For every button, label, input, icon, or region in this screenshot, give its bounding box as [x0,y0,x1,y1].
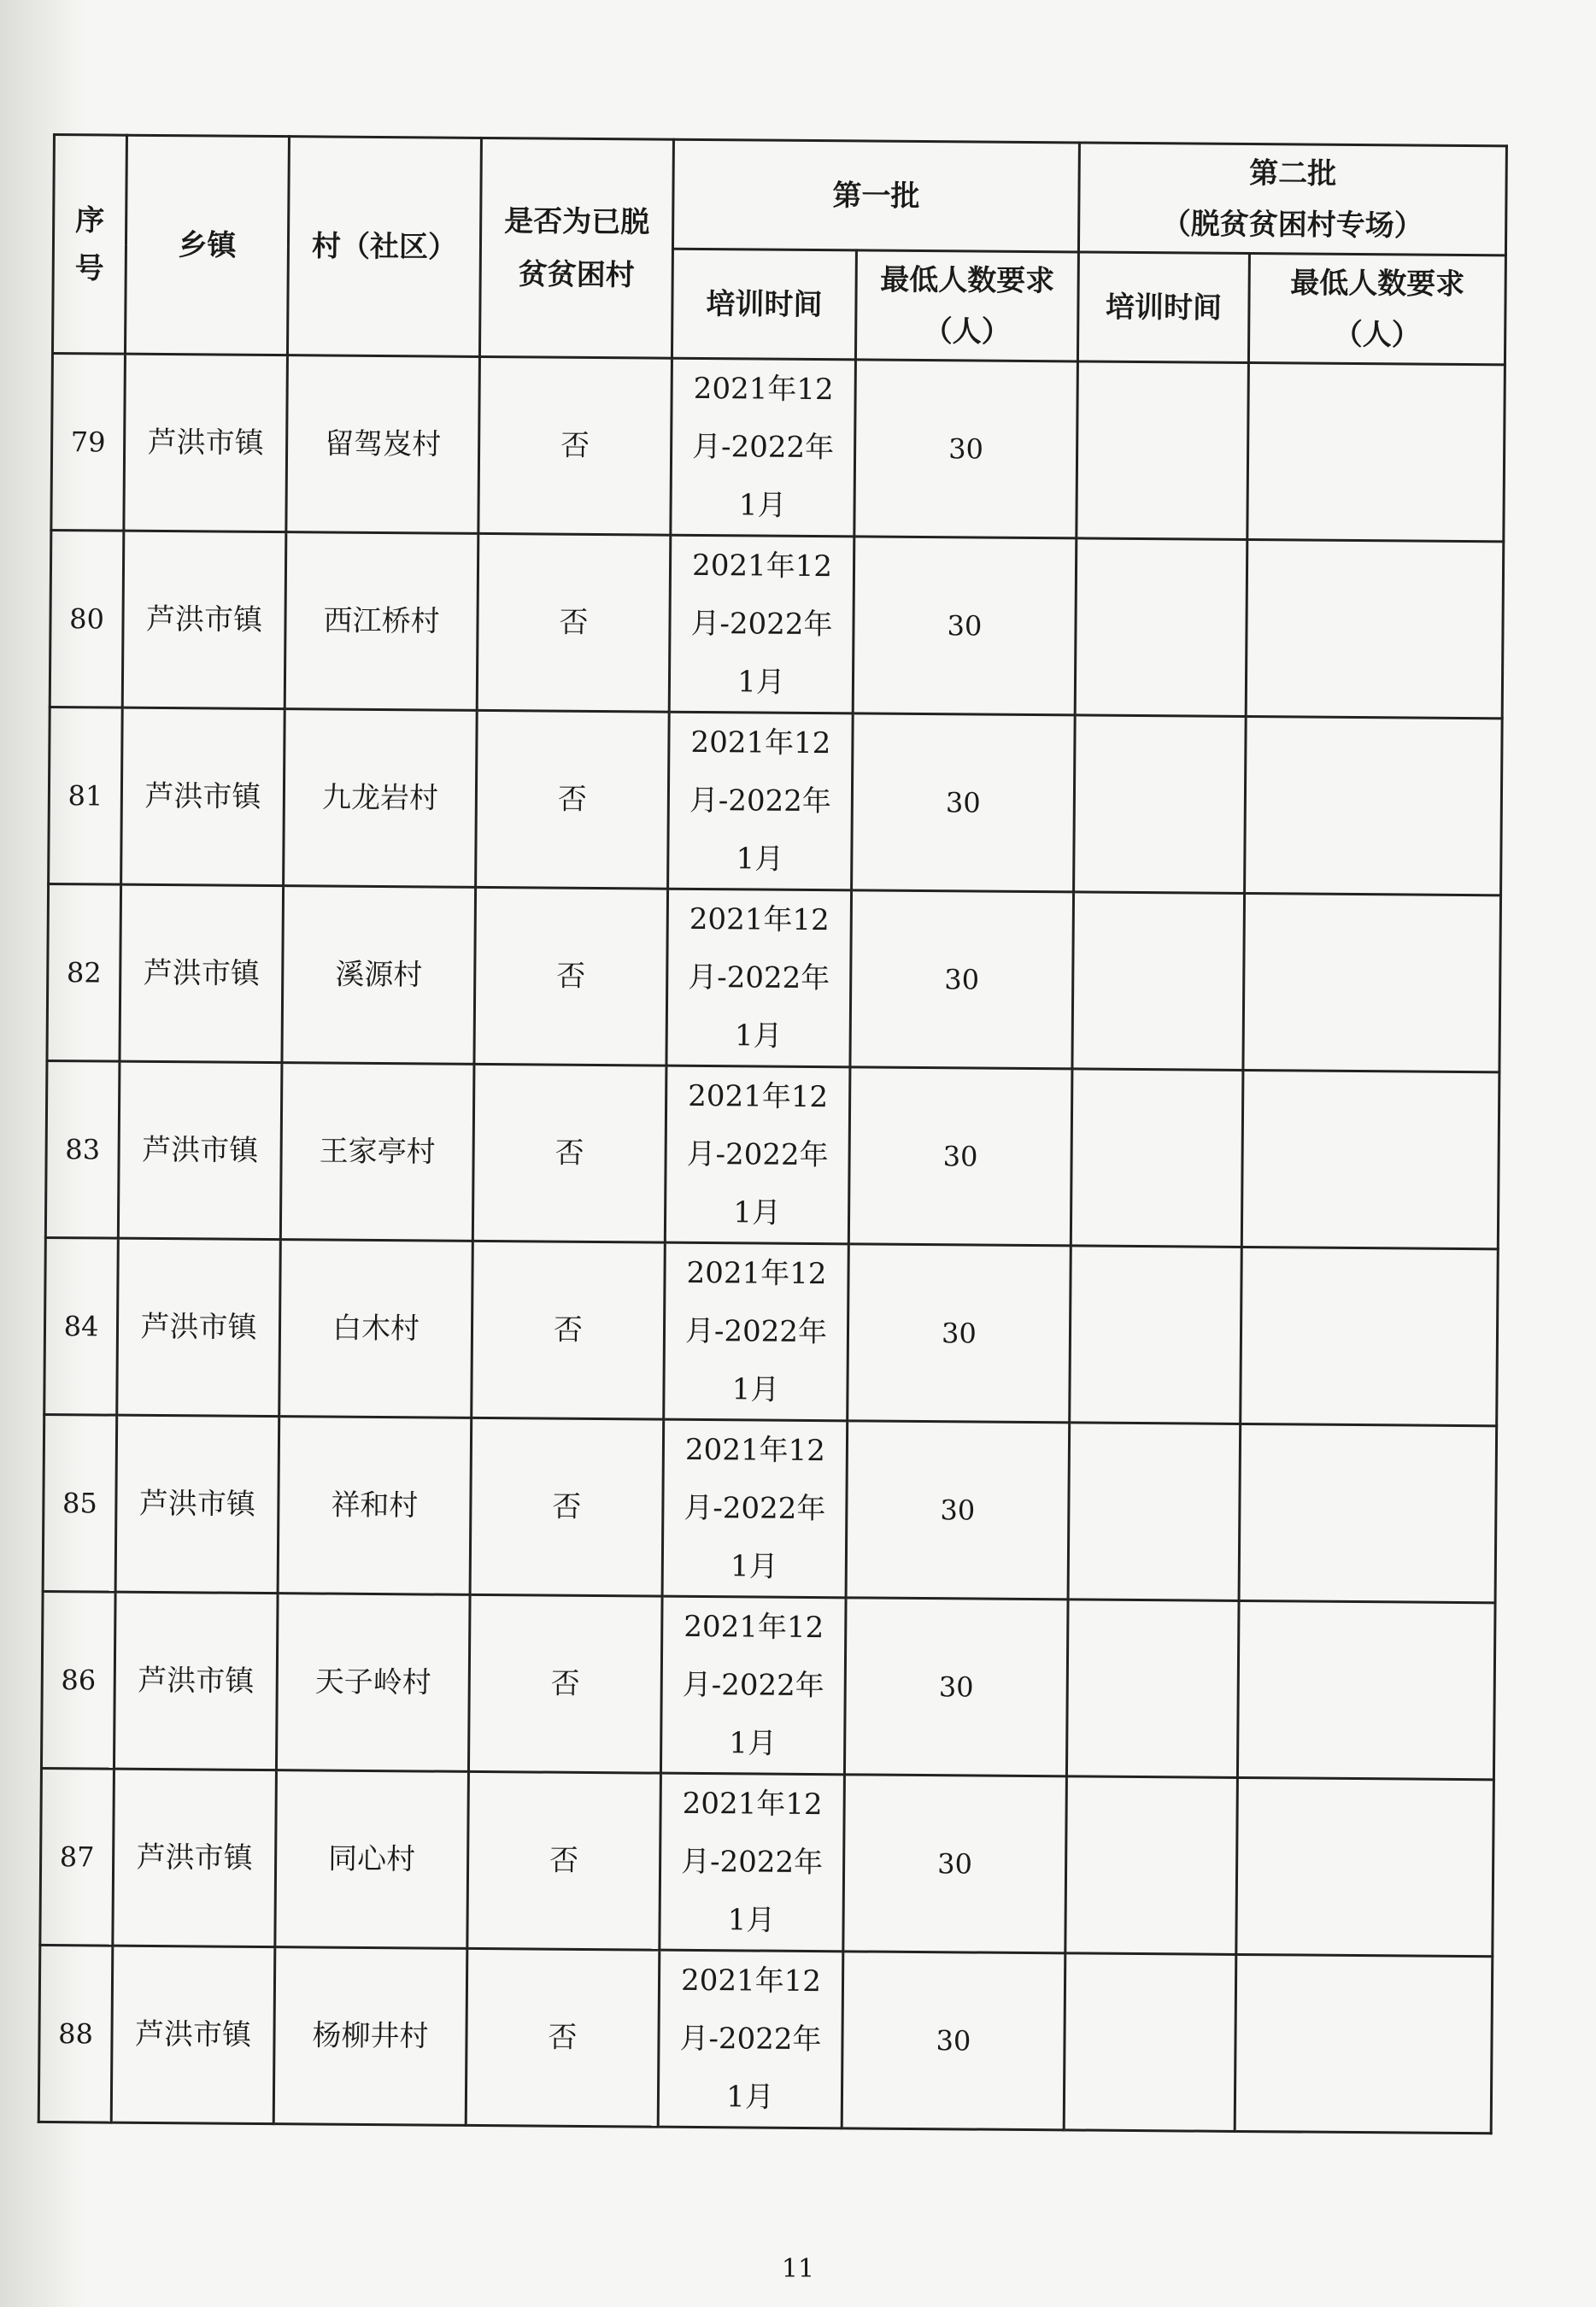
header-township: 乡镇 [125,135,289,355]
cell-min: 30 [842,1952,1065,2130]
cell-time: 2021年12 月-2022年 1月 [666,889,852,1067]
cell-time: 2021年12 月-2022年 1月 [658,1950,843,2128]
table-row [51,354,1505,542]
cell-poverty: 否 [467,1771,661,1950]
cell-min-2 [1241,1247,1499,1425]
table-header [52,135,1506,365]
table-row [41,1591,1495,1779]
cell-seq: 81 [49,707,123,884]
cell-township: 芦洪市镇 [120,884,284,1062]
table-row [38,1945,1493,2133]
cell-seq: 80 [50,530,124,707]
header-batch2-min: 最低人数要求 （人） [1248,254,1505,365]
cell-poverty: 否 [478,356,672,535]
table-row [50,530,1504,718]
cell-time-2 [1074,715,1247,894]
cell-min: 30 [844,1598,1068,1776]
cell-poverty: 否 [472,1241,666,1419]
header-village: 村（社区） [287,137,481,357]
cell-time: 2021年12 月-2022年 1月 [662,1419,848,1598]
cell-seq: 88 [38,1945,113,2122]
cell-poverty: 否 [472,1064,666,1242]
cell-poverty: 否 [477,533,671,712]
header-batch-1: 第一批 [672,139,1079,252]
cell-min-2 [1237,1600,1495,1779]
cell-min: 30 [853,537,1077,715]
table-row [45,1060,1499,1248]
cell-min: 30 [843,1775,1067,1953]
cell-time-2 [1070,1246,1242,1424]
cell-village: 西江桥村 [285,532,478,711]
cell-township: 芦洪市镇 [114,1592,278,1770]
cell-time: 2021年12 月-2022年 1月 [669,535,854,713]
cell-village: 九龙岩村 [284,709,478,888]
table-row [49,707,1503,895]
cell-min-2 [1245,716,1503,895]
cell-min: 30 [848,1244,1071,1423]
cell-seq: 84 [44,1237,119,1415]
cell-township: 芦洪市镇 [121,707,285,885]
cell-seq: 83 [45,1060,120,1238]
cell-village: 天子岭村 [276,1594,470,1772]
cell-min: 30 [854,360,1078,538]
cell-time: 2021年12 月-2022年 1月 [664,1242,849,1421]
cell-poverty: 否 [474,887,668,1065]
cell-seq: 87 [40,1768,114,1946]
cell-township: 芦洪市镇 [117,1238,281,1416]
cell-poverty: 否 [466,1948,660,2127]
cell-min-2 [1239,1424,1497,1602]
cell-township: 芦洪市镇 [113,1769,277,1946]
header-batch1-time: 培训时间 [672,249,856,360]
cell-seq: 82 [47,883,121,1061]
cell-village: 溪源村 [282,886,476,1065]
cell-village: 王家亭村 [280,1063,474,1242]
cell-time-2 [1068,1423,1241,1601]
cell-village: 留驾岌村 [286,355,480,534]
cell-seq: 86 [41,1591,115,1769]
header-seq: 序号 [52,135,126,355]
page-number: 11 [781,2254,815,2284]
cell-seq: 85 [43,1414,117,1592]
cell-time-2 [1072,892,1245,1071]
cell-min-2 [1235,1954,1493,2133]
table-row [43,1414,1497,1602]
cell-min: 30 [850,890,1074,1069]
header-poverty-status: 是否为已脱贫贫困村 [479,138,673,358]
cell-min-2 [1246,539,1504,718]
cell-poverty: 否 [468,1594,662,1773]
cell-township: 芦洪市镇 [111,1946,275,2123]
cell-time: 2021年12 月-2022年 1月 [665,1065,850,1244]
cell-time-2 [1077,361,1249,540]
cell-time-2 [1064,1953,1236,2132]
cell-time: 2021年12 月-2022年 1月 [671,358,856,537]
table-row [40,1768,1494,1956]
cell-min-2 [1243,893,1501,1071]
cell-time-2 [1071,1069,1243,1247]
cell-time: 2021年12 月-2022年 1月 [660,1773,845,1952]
table-row [44,1237,1499,1425]
cell-township: 芦洪市镇 [122,531,286,708]
cell-min-2 [1241,1070,1499,1248]
cell-min: 30 [846,1421,1070,1600]
cell-min-2 [1236,1777,1494,1956]
training-schedule-table-wrapper [38,133,1505,2134]
header-batch2-time: 培训时间 [1077,252,1249,363]
header-batch1-min: 最低人数要求 （人） [855,250,1078,361]
table-body [38,354,1505,2134]
cell-township: 芦洪市镇 [118,1061,282,1239]
cell-village: 同心村 [275,1770,469,1949]
cell-seq: 79 [51,354,126,531]
cell-poverty: 否 [470,1418,664,1596]
cell-time-2 [1065,1776,1238,1955]
cell-township: 芦洪市镇 [115,1415,279,1593]
cell-village: 白木村 [279,1240,473,1418]
cell-min-2 [1247,362,1505,541]
cell-time: 2021年12 月-2022年 1月 [660,1596,846,1775]
table-row [47,883,1501,1071]
header-batch-2: 第二批 （脱贫贫困村专场） [1078,143,1506,255]
cell-village: 杨柳井村 [273,1947,467,2126]
cell-township: 芦洪市镇 [124,354,288,531]
cell-village: 祥和村 [278,1417,472,1595]
cell-time-2 [1066,1600,1239,1778]
cell-min: 30 [852,713,1076,892]
cell-time-2 [1075,538,1247,717]
cell-poverty: 否 [476,710,670,889]
cell-min: 30 [848,1067,1072,1246]
training-schedule-table [38,133,1508,2134]
cell-time: 2021年12 月-2022年 1月 [668,712,854,890]
